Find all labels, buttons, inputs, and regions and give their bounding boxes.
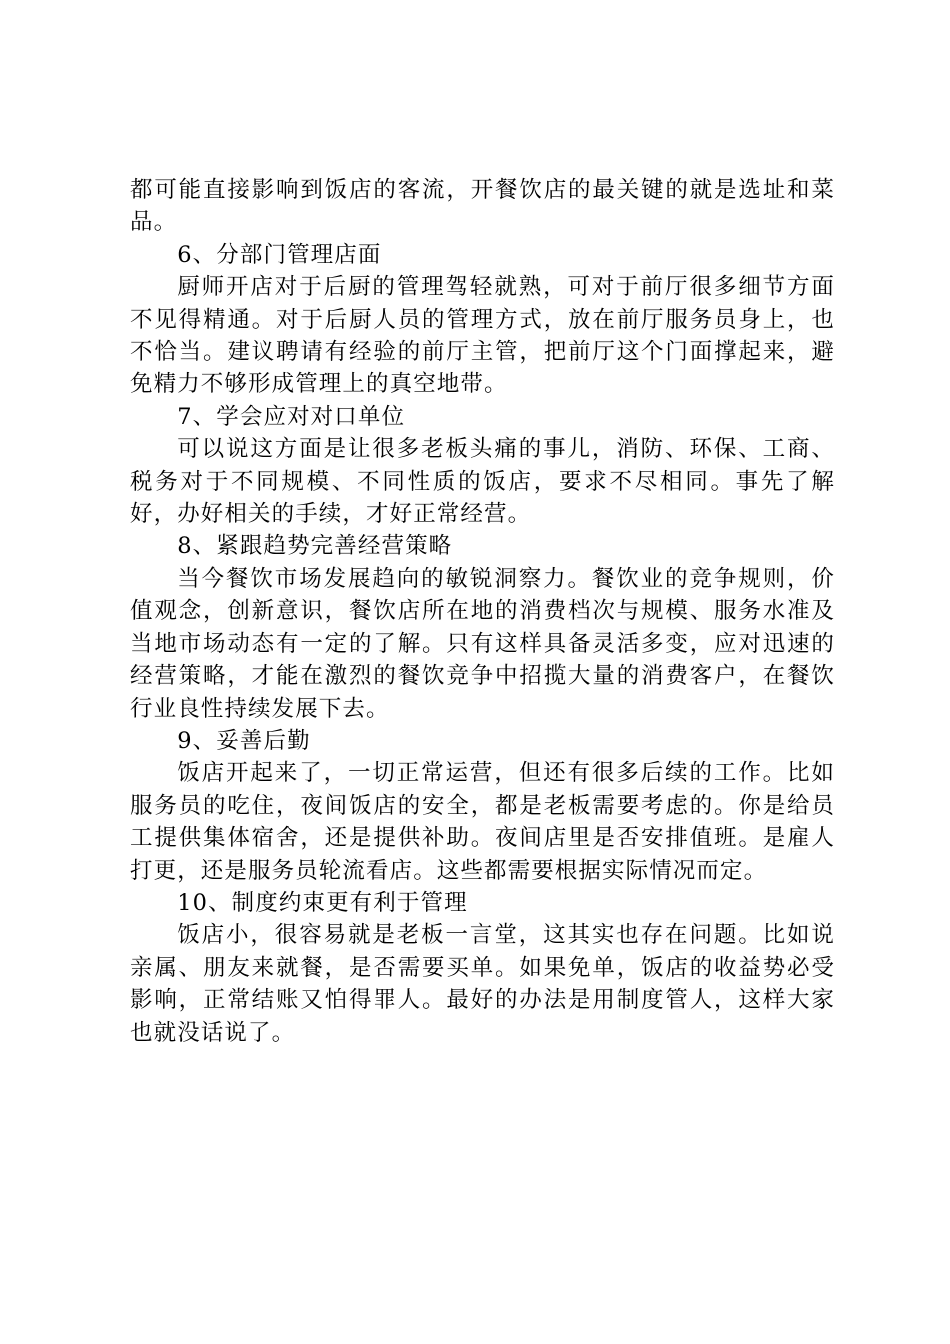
paragraph-10: 饭店小，很容易就是老板一言堂，这其实也存在问题。比如说亲属、朋友来就餐，是否需要买单。如果免单，饭店的收益势必受影响，正常结账又怕得罪人。最好的办法是用制度管人，这样大家也就没话说了。 bbox=[130, 922, 835, 1046]
paragraph-6: 厨师开店对于后厨的管理驾轻就熟，可对于前厅很多细节方面不见得精通。对于后厨人员的管理方式，放在前厅服务员身上，也不恰当。建议聘请有经验的前厅主管，把前厅这个门面撑起来，避免精力不够形成管理上的真空地带。 bbox=[130, 274, 835, 398]
document-body bbox=[130, 174, 835, 1049]
paragraph-9: 饭店开起来了，一切正常运营，但还有很多后续的工作。比如服务员的吃住，夜间饭店的安全，都是老板需要考虑的。你是给员工提供集体宿舍，还是提供补助。夜间店里是否安排值班。是雇人打更，还是服务员轮流看店。这些都需要根据实际情况而定。 bbox=[130, 760, 835, 884]
section-heading-6: 6、分部门管理店面 bbox=[177, 241, 382, 268]
paragraph-8: 当今餐饮市场发展趋向的敏锐洞察力。餐饮业的竞争规则，价值观念，创新意识，餐饮店所在地的消费档次与规模、服务水准及当地市场动态有一定的了解。只有这样具备灵活多变，应对迅速的经营策略，才能在激烈的餐饮竞争中招揽大量的消费客户，在餐饮行业良性持续发展下去。 bbox=[130, 565, 835, 722]
section-heading-9: 9、妥善后勤 bbox=[177, 727, 311, 754]
paragraph-7: 可以说这方面是让很多老板头痛的事儿，消防、环保、工商、税务对于不同规模、不同性质的饭店，要求不尽相同。事先了解好，办好相关的手续，才好正常经营。 bbox=[130, 436, 835, 528]
section-heading-8: 8、紧跟趋势完善经营策略 bbox=[177, 533, 453, 560]
paragraph-continuation: 都可能直接影响到饭店的客流，开餐饮店的最关键的就是选址和菜品。 bbox=[130, 177, 835, 236]
section-heading-7: 7、学会应对对口单位 bbox=[177, 403, 406, 430]
section-heading-10: 10、制度约束更有利于管理 bbox=[177, 889, 468, 916]
